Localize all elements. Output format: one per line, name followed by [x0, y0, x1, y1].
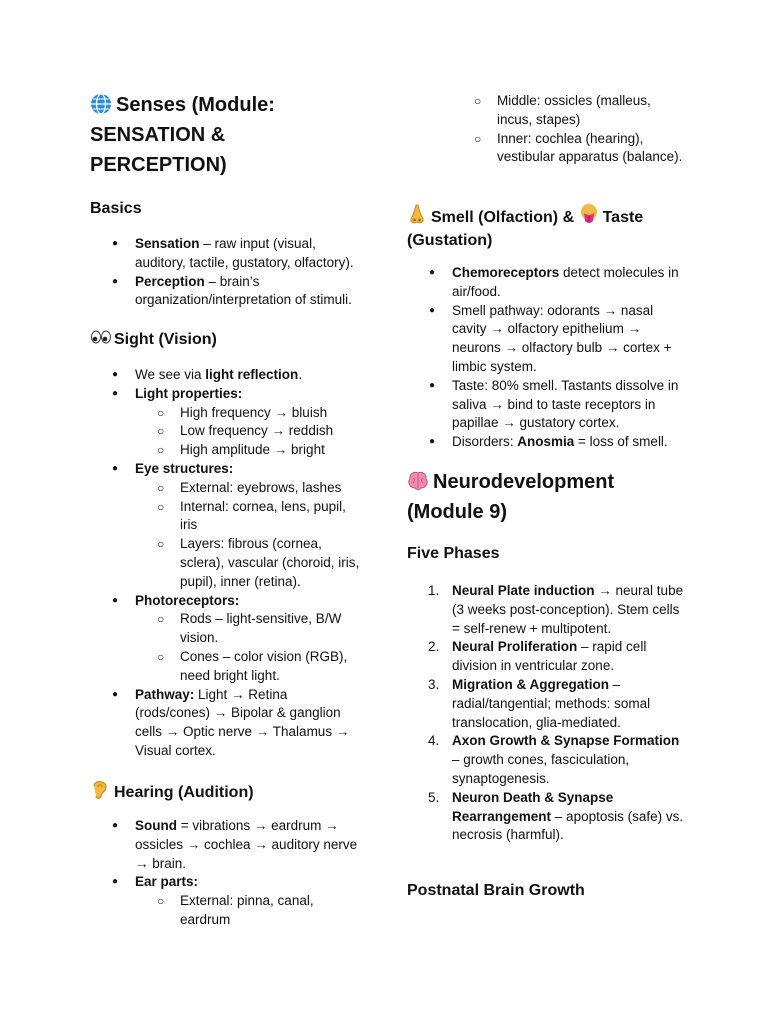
list-item: 5. Neuron Death & Synapse Rearrangement – apoptosis (safe) vs. necrosis (harmful).	[428, 789, 684, 843]
sub-list	[90, 892, 365, 930]
list-item: ● Disorders: Anosmia = loss of smell.	[407, 433, 687, 452]
sub-list-item: ○ Internal: cornea, lens, pupil, iris	[90, 498, 365, 536]
sight-list	[90, 366, 365, 761]
eyes-icon	[90, 327, 110, 347]
list-item: ● Smell pathway: odorants → nasal cavity → olfactory epithelium → neurons → olfactory bulb → cortex + limbic system.	[407, 302, 687, 377]
sub-list-item: ○ Cones – color vision (RGB), need bright light.	[90, 648, 365, 686]
list-item: ● Photoreceptors: ○ Rods – light-sensitive, B/W vision. ○ Cones – color vision (RGB), need bright light.	[90, 592, 365, 686]
list-item: ● Eye structures: ○ External: eyebrows, lashes ○ Internal: cornea, lens, pupil, iris ○ Layers: fibrous (cornea, sclera), vascular (choroid, iris, pupil), inner (retina).	[90, 460, 365, 592]
basics-list	[90, 235, 365, 310]
list-item: 2. Neural Proliferation – rapid cell division in ventricular zone.	[428, 639, 647, 674]
sub-list-item: ○ High amplitude → bright	[90, 441, 365, 460]
list-item: ● Sound = vibrations → eardrum → ossicles → cochlea → auditory nerve → brain.	[90, 817, 365, 873]
globe-icon	[90, 93, 112, 115]
ear-icon	[90, 778, 110, 798]
list-item: ● Sensation – raw input (visual, auditory, tactile, gustatory, olfactory).	[90, 235, 365, 273]
phases-list	[407, 582, 687, 845]
sub-list-item: ○ Middle: ossicles (malleus, incus, stapes)	[407, 92, 687, 130]
ear-parts-continued-list	[407, 92, 687, 167]
list-item: ● We see via light reflection.	[90, 366, 365, 385]
sub-list-item: ○ External: pinna, canal, eardrum	[90, 892, 365, 930]
nose-icon	[407, 203, 427, 223]
hearing-heading: Hearing (Audition)	[90, 778, 254, 804]
list-item: 1. Neural Plate induction → neural tube (3 weeks post-conception). Stem cells = self-renew + multipotent.	[428, 583, 684, 636]
sub-list-item: ○ Low frequency → reddish	[90, 422, 365, 441]
neurodevelopment-title: Neurodevelopment (Module 9)	[407, 471, 615, 523]
list-item: ● Taste: 80% smell. Tastants dissolve in saliva → bind to taste receptors in papillae → gustatory cortex.	[407, 377, 687, 433]
list-item: 4. Axon Growth & Synapse Formation – growth cones, fasciculation, synaptogenesis.	[428, 733, 680, 786]
smell-taste-list	[407, 264, 687, 452]
basics-heading: Basics	[90, 200, 142, 217]
postnatal-heading: Postnatal Brain Growth	[407, 882, 585, 899]
sight-heading: Sight (Vision)	[90, 327, 217, 351]
hearing-list	[90, 817, 365, 930]
senses-module-title: Senses (Module: SENSATION & PERCEPTION)	[90, 94, 275, 176]
list-item: ● Pathway: Light → Retina (rods/cones) → Bipolar & ganglion cells → Optic nerve → Thalamus → Visual cortex.	[90, 686, 365, 761]
five-phases-heading: Five Phases	[407, 545, 500, 562]
list-item: ● Perception – brain’s organization/interpretation of stimuli.	[90, 273, 365, 311]
brain-icon	[407, 470, 429, 492]
sub-list	[90, 404, 365, 460]
sub-list-item: ○ High frequency → bluish	[90, 404, 365, 423]
sub-list-item: ○ Rods – light-sensitive, B/W vision.	[90, 610, 365, 648]
smell-taste-heading: Smell (Olfaction) & Taste (Gustation)	[407, 203, 687, 252]
list-item: ● Chemoreceptors detect molecules in air/food.	[407, 264, 687, 302]
sub-list	[90, 479, 365, 592]
tongue-icon	[579, 203, 599, 223]
list-item: ● Light properties: ○ High frequency → bluish ○ Low frequency → reddish ○ High amplitude → bright	[90, 385, 365, 460]
list-item: 3. Migration & Aggregation – radial/tangential; methods: somal translocation, glia-mediated.	[428, 676, 651, 730]
sub-list-item: ○ External: eyebrows, lashes	[90, 479, 365, 498]
sub-list-item: ○ Inner: cochlea (hearing), vestibular apparatus (balance).	[407, 130, 687, 168]
sub-list-item: ○ Layers: fibrous (cornea, sclera), vascular (choroid, iris, pupil), inner (retina).	[90, 535, 365, 591]
sub-list	[90, 610, 365, 685]
list-item: ● Ear parts: ○ External: pinna, canal, eardrum	[90, 873, 365, 929]
